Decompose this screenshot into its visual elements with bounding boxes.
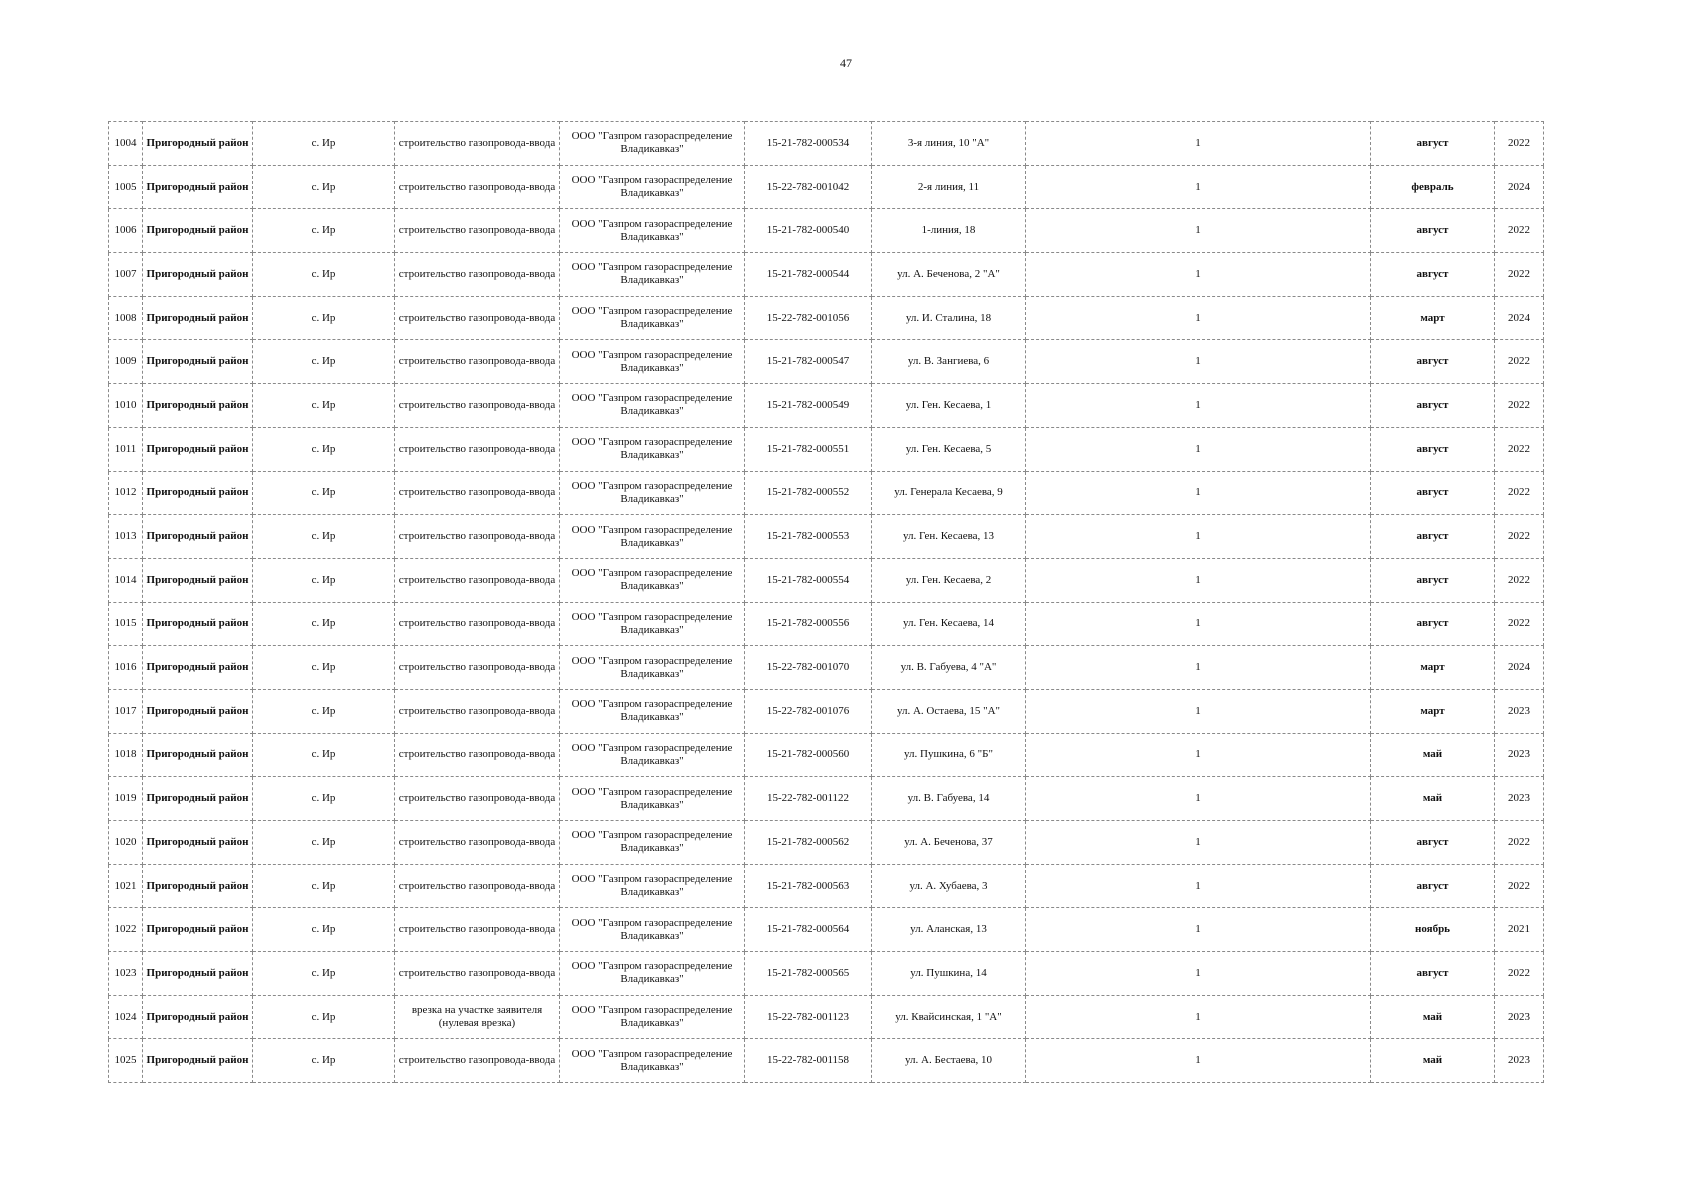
settlement-cell: с. Ир xyxy=(253,821,395,865)
object-code-cell: 15-22-782-001042 xyxy=(745,165,872,209)
organization-cell: ООО "Газпром газораспределение Владикавказ" xyxy=(560,558,745,602)
settlement-cell: с. Ир xyxy=(253,1039,395,1083)
count-cell: 1 xyxy=(1026,471,1371,515)
district-cell: Пригородный район xyxy=(143,952,253,996)
organization-cell: ООО "Газпром газораспределение Владикавказ" xyxy=(560,515,745,559)
address-cell: ул. И. Сталина, 18 xyxy=(872,296,1026,340)
count-cell: 1 xyxy=(1026,515,1371,559)
year-cell: 2021 xyxy=(1495,908,1544,952)
address-cell: 2-я линия, 11 xyxy=(872,165,1026,209)
district-cell: Пригородный район xyxy=(143,821,253,865)
work-type-cell: строительство газопровода-ввода xyxy=(395,1039,560,1083)
count-cell: 1 xyxy=(1026,384,1371,428)
row-number: 1025 xyxy=(109,1039,143,1083)
district-cell: Пригородный район xyxy=(143,122,253,166)
organization-cell: ООО "Газпром газораспределение Владикавказ" xyxy=(560,733,745,777)
month-cell: август xyxy=(1371,864,1495,908)
settlement-cell: с. Ир xyxy=(253,340,395,384)
settlement-cell: с. Ир xyxy=(253,253,395,297)
table-row xyxy=(109,952,1544,996)
settlement-cell: с. Ир xyxy=(253,471,395,515)
table-body xyxy=(109,122,1544,1083)
settlement-cell: с. Ир xyxy=(253,515,395,559)
month-cell: ноябрь xyxy=(1371,908,1495,952)
address-cell: ул. Пушкина, 6 "Б" xyxy=(872,733,1026,777)
month-cell: август xyxy=(1371,952,1495,996)
row-number: 1012 xyxy=(109,471,143,515)
count-cell: 1 xyxy=(1026,558,1371,602)
month-cell: август xyxy=(1371,209,1495,253)
settlement-cell: с. Ир xyxy=(253,733,395,777)
object-code-cell: 15-21-782-000544 xyxy=(745,253,872,297)
district-cell: Пригородный район xyxy=(143,1039,253,1083)
count-cell: 1 xyxy=(1026,777,1371,821)
month-cell: март xyxy=(1371,646,1495,690)
row-number: 1006 xyxy=(109,209,143,253)
object-code-cell: 15-21-782-000553 xyxy=(745,515,872,559)
row-number: 1013 xyxy=(109,515,143,559)
work-type-cell: строительство газопровода-ввода xyxy=(395,253,560,297)
object-code-cell: 15-22-782-001076 xyxy=(745,689,872,733)
count-cell: 1 xyxy=(1026,253,1371,297)
organization-cell: ООО "Газпром газораспределение Владикавказ" xyxy=(560,1039,745,1083)
year-cell: 2024 xyxy=(1495,646,1544,690)
district-cell: Пригородный район xyxy=(143,515,253,559)
month-cell: август xyxy=(1371,602,1495,646)
table-row xyxy=(109,384,1544,428)
month-cell: март xyxy=(1371,296,1495,340)
district-cell: Пригородный район xyxy=(143,427,253,471)
month-cell: август xyxy=(1371,821,1495,865)
year-cell: 2023 xyxy=(1495,1039,1544,1083)
table-row xyxy=(109,253,1544,297)
row-number: 1007 xyxy=(109,253,143,297)
address-cell: ул. Ген. Кесаева, 5 xyxy=(872,427,1026,471)
object-code-cell: 15-21-782-000552 xyxy=(745,471,872,515)
organization-cell: ООО "Газпром газораспределение Владикавказ" xyxy=(560,864,745,908)
work-type-cell: строительство газопровода-ввода xyxy=(395,471,560,515)
year-cell: 2023 xyxy=(1495,995,1544,1039)
month-cell: май xyxy=(1371,1039,1495,1083)
year-cell: 2022 xyxy=(1495,602,1544,646)
row-number: 1023 xyxy=(109,952,143,996)
month-cell: май xyxy=(1371,995,1495,1039)
work-type-cell: строительство газопровода-ввода xyxy=(395,558,560,602)
count-cell: 1 xyxy=(1026,689,1371,733)
work-type-cell: строительство газопровода-ввода xyxy=(395,340,560,384)
work-type-cell: строительство газопровода-ввода xyxy=(395,165,560,209)
year-cell: 2024 xyxy=(1495,296,1544,340)
table-row xyxy=(109,689,1544,733)
district-cell: Пригородный район xyxy=(143,558,253,602)
table-row xyxy=(109,471,1544,515)
organization-cell: ООО "Газпром газораспределение Владикавказ" xyxy=(560,209,745,253)
table-row xyxy=(109,646,1544,690)
object-code-cell: 15-22-782-001158 xyxy=(745,1039,872,1083)
year-cell: 2022 xyxy=(1495,340,1544,384)
object-code-cell: 15-21-782-000562 xyxy=(745,821,872,865)
settlement-cell: с. Ир xyxy=(253,646,395,690)
row-number: 1009 xyxy=(109,340,143,384)
work-type-cell: строительство газопровода-ввода xyxy=(395,864,560,908)
settlement-cell: с. Ир xyxy=(253,165,395,209)
month-cell: май xyxy=(1371,733,1495,777)
row-number: 1015 xyxy=(109,602,143,646)
district-cell: Пригородный район xyxy=(143,864,253,908)
address-cell: ул. В. Зангиева, 6 xyxy=(872,340,1026,384)
table-row xyxy=(109,821,1544,865)
organization-cell: ООО "Газпром газораспределение Владикавказ" xyxy=(560,908,745,952)
count-cell: 1 xyxy=(1026,646,1371,690)
district-cell: Пригородный район xyxy=(143,384,253,428)
table-row xyxy=(109,296,1544,340)
year-cell: 2022 xyxy=(1495,209,1544,253)
month-cell: август xyxy=(1371,558,1495,602)
year-cell: 2022 xyxy=(1495,821,1544,865)
organization-cell: ООО "Газпром газораспределение Владикавказ" xyxy=(560,646,745,690)
settlement-cell: с. Ир xyxy=(253,908,395,952)
object-code-cell: 15-21-782-000564 xyxy=(745,908,872,952)
month-cell: август xyxy=(1371,253,1495,297)
table-row xyxy=(109,777,1544,821)
object-code-cell: 15-21-782-000551 xyxy=(745,427,872,471)
object-code-cell: 15-22-782-001122 xyxy=(745,777,872,821)
district-cell: Пригородный район xyxy=(143,995,253,1039)
settlement-cell: с. Ир xyxy=(253,864,395,908)
table-row xyxy=(109,340,1544,384)
month-cell: февраль xyxy=(1371,165,1495,209)
object-code-cell: 15-21-782-000554 xyxy=(745,558,872,602)
month-cell: август xyxy=(1371,471,1495,515)
district-cell: Пригородный район xyxy=(143,777,253,821)
year-cell: 2022 xyxy=(1495,952,1544,996)
row-number: 1011 xyxy=(109,427,143,471)
object-code-cell: 15-22-782-001056 xyxy=(745,296,872,340)
count-cell: 1 xyxy=(1026,908,1371,952)
organization-cell: ООО "Газпром газораспределение Владикавказ" xyxy=(560,165,745,209)
work-type-cell: строительство газопровода-ввода xyxy=(395,384,560,428)
settlement-cell: с. Ир xyxy=(253,777,395,821)
address-cell: ул. А. Остаева, 15 "А" xyxy=(872,689,1026,733)
row-number: 1024 xyxy=(109,995,143,1039)
work-type-cell: строительство газопровода-ввода xyxy=(395,777,560,821)
year-cell: 2022 xyxy=(1495,515,1544,559)
organization-cell: ООО "Газпром газораспределение Владикавказ" xyxy=(560,384,745,428)
row-number: 1021 xyxy=(109,864,143,908)
organization-cell: ООО "Газпром газораспределение Владикавказ" xyxy=(560,995,745,1039)
month-cell: август xyxy=(1371,384,1495,428)
table-row xyxy=(109,558,1544,602)
year-cell: 2022 xyxy=(1495,864,1544,908)
row-number: 1005 xyxy=(109,165,143,209)
table-row xyxy=(109,427,1544,471)
row-number: 1016 xyxy=(109,646,143,690)
district-cell: Пригородный район xyxy=(143,209,253,253)
object-code-cell: 15-21-782-000565 xyxy=(745,952,872,996)
work-type-cell: строительство газопровода-ввода xyxy=(395,427,560,471)
count-cell: 1 xyxy=(1026,952,1371,996)
address-cell: ул. Аланская, 13 xyxy=(872,908,1026,952)
address-cell: ул. Ген. Кесаева, 13 xyxy=(872,515,1026,559)
object-code-cell: 15-21-782-000534 xyxy=(745,122,872,166)
organization-cell: ООО "Газпром газораспределение Владикавказ" xyxy=(560,427,745,471)
row-number: 1014 xyxy=(109,558,143,602)
address-cell: ул. Ген. Кесаева, 2 xyxy=(872,558,1026,602)
organization-cell: ООО "Газпром газораспределение Владикавказ" xyxy=(560,122,745,166)
row-number: 1010 xyxy=(109,384,143,428)
row-number: 1004 xyxy=(109,122,143,166)
address-cell: ул. А. Беченова, 37 xyxy=(872,821,1026,865)
count-cell: 1 xyxy=(1026,427,1371,471)
organization-cell: ООО "Газпром газораспределение Владикавказ" xyxy=(560,253,745,297)
count-cell: 1 xyxy=(1026,821,1371,865)
settlement-cell: с. Ир xyxy=(253,296,395,340)
object-code-cell: 15-21-782-000540 xyxy=(745,209,872,253)
object-code-cell: 15-22-782-001070 xyxy=(745,646,872,690)
district-cell: Пригородный район xyxy=(143,165,253,209)
row-number: 1017 xyxy=(109,689,143,733)
year-cell: 2023 xyxy=(1495,733,1544,777)
settlement-cell: с. Ир xyxy=(253,689,395,733)
organization-cell: ООО "Газпром газораспределение Владикавказ" xyxy=(560,471,745,515)
month-cell: август xyxy=(1371,515,1495,559)
year-cell: 2022 xyxy=(1495,253,1544,297)
settlement-cell: с. Ир xyxy=(253,995,395,1039)
settlement-cell: с. Ир xyxy=(253,384,395,428)
address-cell: ул. Ген. Кесаева, 14 xyxy=(872,602,1026,646)
year-cell: 2023 xyxy=(1495,777,1544,821)
settlement-cell: с. Ир xyxy=(253,602,395,646)
page-number: 47 xyxy=(840,56,852,70)
table-row xyxy=(109,864,1544,908)
row-number: 1022 xyxy=(109,908,143,952)
address-cell: ул. А. Хубаева, 3 xyxy=(872,864,1026,908)
settlement-cell: с. Ир xyxy=(253,209,395,253)
year-cell: 2022 xyxy=(1495,471,1544,515)
work-type-cell: строительство газопровода-ввода xyxy=(395,908,560,952)
work-type-cell: строительство газопровода-ввода xyxy=(395,209,560,253)
table-row xyxy=(109,733,1544,777)
address-cell: ул. А. Беченова, 2 "А" xyxy=(872,253,1026,297)
year-cell: 2024 xyxy=(1495,165,1544,209)
count-cell: 1 xyxy=(1026,296,1371,340)
count-cell: 1 xyxy=(1026,864,1371,908)
district-cell: Пригородный район xyxy=(143,471,253,515)
month-cell: март xyxy=(1371,689,1495,733)
object-code-cell: 15-21-782-000563 xyxy=(745,864,872,908)
settlement-cell: с. Ир xyxy=(253,427,395,471)
table-row xyxy=(109,1039,1544,1083)
work-type-cell: строительство газопровода-ввода xyxy=(395,296,560,340)
work-type-cell: врезка на участке заявителя (нулевая врезка) xyxy=(395,995,560,1039)
year-cell: 2022 xyxy=(1495,122,1544,166)
settlement-cell: с. Ир xyxy=(253,558,395,602)
settlement-cell: с. Ир xyxy=(253,952,395,996)
table-row xyxy=(109,602,1544,646)
organization-cell: ООО "Газпром газораспределение Владикавказ" xyxy=(560,821,745,865)
table-row xyxy=(109,995,1544,1039)
table-row xyxy=(109,209,1544,253)
address-cell: ул. Генерала Кесаева, 9 xyxy=(872,471,1026,515)
count-cell: 1 xyxy=(1026,340,1371,384)
work-type-cell: строительство газопровода-ввода xyxy=(395,821,560,865)
object-code-cell: 15-21-782-000560 xyxy=(745,733,872,777)
address-cell: 1-линия, 18 xyxy=(872,209,1026,253)
address-cell: ул. Ген. Кесаева, 1 xyxy=(872,384,1026,428)
object-code-cell: 15-22-782-001123 xyxy=(745,995,872,1039)
address-cell: ул. В. Габуева, 14 xyxy=(872,777,1026,821)
count-cell: 1 xyxy=(1026,122,1371,166)
table-row xyxy=(109,122,1544,166)
work-type-cell: строительство газопровода-ввода xyxy=(395,733,560,777)
work-type-cell: строительство газопровода-ввода xyxy=(395,122,560,166)
count-cell: 1 xyxy=(1026,995,1371,1039)
organization-cell: ООО "Газпром газораспределение Владикавказ" xyxy=(560,340,745,384)
count-cell: 1 xyxy=(1026,733,1371,777)
district-cell: Пригородный район xyxy=(143,296,253,340)
work-type-cell: строительство газопровода-ввода xyxy=(395,515,560,559)
district-cell: Пригородный район xyxy=(143,908,253,952)
month-cell: май xyxy=(1371,777,1495,821)
settlement-cell: с. Ир xyxy=(253,122,395,166)
organization-cell: ООО "Газпром газораспределение Владикавказ" xyxy=(560,296,745,340)
row-number: 1020 xyxy=(109,821,143,865)
work-type-cell: строительство газопровода-ввода xyxy=(395,952,560,996)
count-cell: 1 xyxy=(1026,165,1371,209)
count-cell: 1 xyxy=(1026,209,1371,253)
organization-cell: ООО "Газпром газораспределение Владикавказ" xyxy=(560,689,745,733)
district-cell: Пригородный район xyxy=(143,340,253,384)
work-type-cell: строительство газопровода-ввода xyxy=(395,646,560,690)
district-cell: Пригородный район xyxy=(143,733,253,777)
work-type-cell: строительство газопровода-ввода xyxy=(395,689,560,733)
table-row xyxy=(109,908,1544,952)
count-cell: 1 xyxy=(1026,602,1371,646)
address-cell: 3-я линия, 10 "А" xyxy=(872,122,1026,166)
table-row xyxy=(109,165,1544,209)
object-code-cell: 15-21-782-000556 xyxy=(745,602,872,646)
year-cell: 2022 xyxy=(1495,558,1544,602)
year-cell: 2022 xyxy=(1495,427,1544,471)
address-cell: ул. Квайсинская, 1 "А" xyxy=(872,995,1026,1039)
registry-table xyxy=(108,121,1544,1083)
row-number: 1018 xyxy=(109,733,143,777)
address-cell: ул. Пушкина, 14 xyxy=(872,952,1026,996)
month-cell: август xyxy=(1371,122,1495,166)
address-cell: ул. А. Бестаева, 10 xyxy=(872,1039,1026,1083)
organization-cell: ООО "Газпром газораспределение Владикавказ" xyxy=(560,777,745,821)
district-cell: Пригородный район xyxy=(143,646,253,690)
organization-cell: ООО "Газпром газораспределение Владикавказ" xyxy=(560,952,745,996)
month-cell: август xyxy=(1371,427,1495,471)
year-cell: 2023 xyxy=(1495,689,1544,733)
address-cell: ул. В. Габуева, 4 "А" xyxy=(872,646,1026,690)
organization-cell: ООО "Газпром газораспределение Владикавказ" xyxy=(560,602,745,646)
table-row xyxy=(109,515,1544,559)
month-cell: август xyxy=(1371,340,1495,384)
year-cell: 2022 xyxy=(1495,384,1544,428)
district-cell: Пригородный район xyxy=(143,602,253,646)
row-number: 1019 xyxy=(109,777,143,821)
row-number: 1008 xyxy=(109,296,143,340)
object-code-cell: 15-21-782-000547 xyxy=(745,340,872,384)
count-cell: 1 xyxy=(1026,1039,1371,1083)
work-type-cell: строительство газопровода-ввода xyxy=(395,602,560,646)
district-cell: Пригородный район xyxy=(143,689,253,733)
object-code-cell: 15-21-782-000549 xyxy=(745,384,872,428)
district-cell: Пригородный район xyxy=(143,253,253,297)
